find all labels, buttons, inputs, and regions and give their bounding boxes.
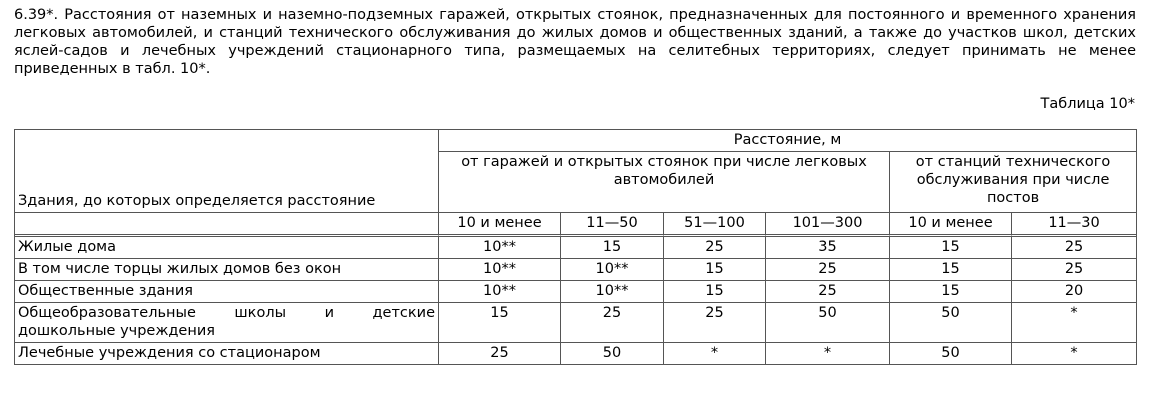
table-cell: 10**: [561, 281, 664, 303]
table-cell: 25: [766, 259, 890, 281]
row-name: Общеобразовательные школы и детские дошкольные учреждения: [15, 303, 439, 343]
table-cell: 25: [766, 281, 890, 303]
table-cell: 15: [890, 237, 1012, 259]
table-cell: 15: [890, 281, 1012, 303]
table-cell: 10**: [439, 259, 561, 281]
table-cell: 50: [890, 303, 1012, 343]
table-cell: 25: [1012, 237, 1136, 259]
table-row: [15, 237, 1136, 259]
table-cell: 25: [1012, 259, 1136, 281]
table-cell: 10**: [561, 259, 664, 281]
column-header: 10 и менее: [890, 213, 1012, 237]
column-header: 51—100: [664, 213, 766, 237]
table-cell: 15: [561, 237, 664, 259]
column-header: 10 и менее: [439, 213, 561, 237]
table-cell: 15: [439, 303, 561, 343]
subgroup-header-garages: от гаражей и открытых стоянок при числе легковых автомобилей: [439, 152, 890, 213]
subgroup-header-stations: от станций технического обслуживания при числе постов: [890, 152, 1136, 213]
table-cell: 25: [561, 303, 664, 343]
empty-header-cell: [15, 213, 439, 237]
table-header-row-3: [15, 213, 1136, 237]
row-name: Общественные здания: [15, 281, 439, 303]
table-cell: 20: [1012, 281, 1136, 303]
table-cell: 50: [890, 343, 1012, 364]
table-cell: 25: [664, 237, 766, 259]
table-cell: 50: [561, 343, 664, 364]
intro-paragraph: 6.39*. Расстояния от наземных и наземно-подземных гаражей, открытых стоянок, предназначенных для постоянного и временного хранения легковых автомобилей, и станций технического обслуживания до жилых домов и общественных зданий, а также до участков школ, детских яслей-садов и лечебных учреждений стационарного типа, размещаемых на селитебных территориях, следует принимать не менее приведенных в табл. 10*.: [14, 7, 1136, 77]
table-cell: 10**: [439, 281, 561, 303]
table-cell: 15: [664, 259, 766, 281]
table-cell: 50: [766, 303, 890, 343]
table-header-row-1: [15, 130, 1136, 152]
table-cell: 10**: [439, 237, 561, 259]
table-cell: *: [1070, 345, 1078, 361]
row-name: Лечебные учреждения со стационаром: [15, 343, 439, 364]
table-cell: 25: [439, 343, 561, 364]
row-name: В том числе торцы жилых домов без окон: [15, 259, 439, 281]
row-header-cell: Здания, до которых определяется расстояние: [15, 130, 439, 213]
distances-table: [14, 129, 1137, 365]
table-row: [15, 259, 1136, 281]
table-row: [15, 281, 1136, 303]
table-row: [15, 303, 1136, 343]
table-cell: 35: [766, 237, 890, 259]
column-header: 11—50: [561, 213, 664, 237]
table-cell: 15: [664, 281, 766, 303]
table-cell: *: [766, 343, 890, 364]
group-header-distance: Расстояние, м: [439, 130, 1136, 152]
table-cell: 15: [890, 259, 1012, 281]
column-header: 101—300: [766, 213, 890, 237]
row-name: Жилые дома: [15, 237, 439, 259]
table-cell: *: [1012, 303, 1136, 343]
table-caption: Таблица 10*: [1040, 96, 1135, 112]
table-cell: *: [664, 343, 766, 364]
table-row: [15, 343, 1136, 364]
table-cell: 25: [664, 303, 766, 343]
column-header: 11—30: [1012, 213, 1136, 237]
